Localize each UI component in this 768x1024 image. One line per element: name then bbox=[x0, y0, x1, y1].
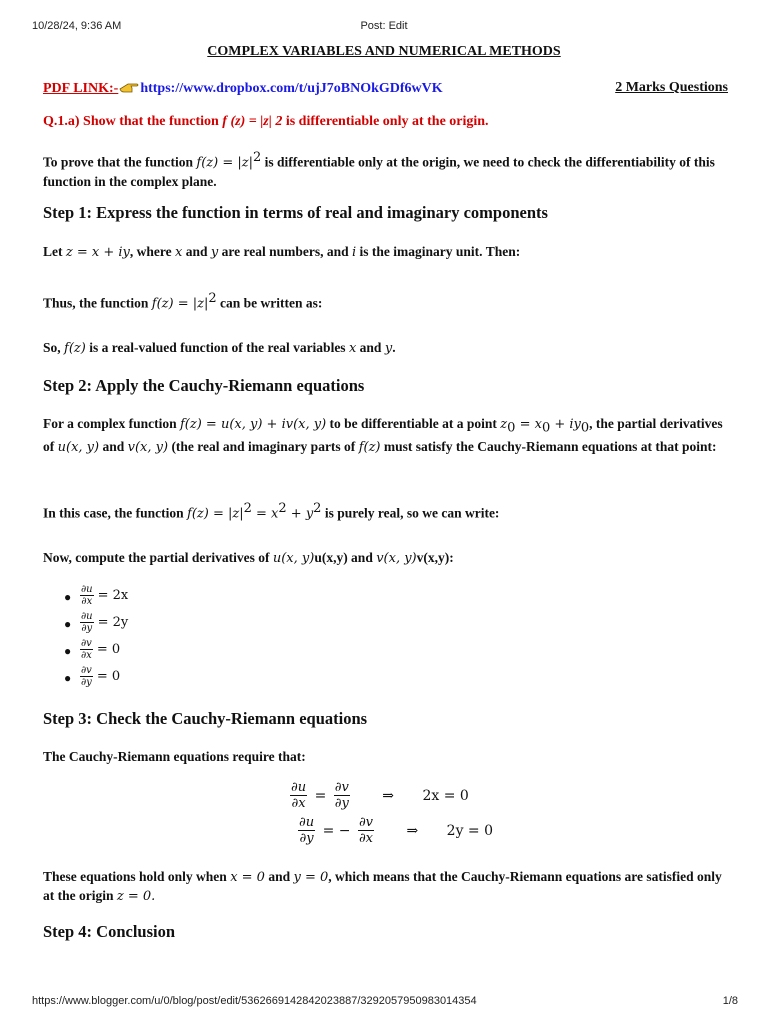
so-paragraph: So, f(z) is a real-valued function of the real variables x and y. bbox=[43, 340, 396, 356]
thus-paragraph: Thus, the function $f(z) = |z|^2$ can be written as: bbox=[43, 291, 323, 312]
dropbox-link[interactable]: https://www.dropbox.com/t/ujJ7oBNOkGDf6wVK bbox=[140, 81, 443, 96]
marks-label: 2 Marks Questions bbox=[615, 80, 728, 95]
question-function: f (z) = |z| 2 bbox=[222, 114, 283, 129]
page-count: 1/8 bbox=[722, 995, 738, 1007]
document-title: COMPLEX VARIABLES AND NUMERICAL METHODS bbox=[207, 44, 561, 59]
print-datetime: 10/28/24, 9:36 AM bbox=[32, 20, 122, 32]
step-2-heading: Step 2: Apply the Cauchy-Riemann equations bbox=[43, 376, 365, 395]
fraction: $\frac{\partial u}{\partial y}$ bbox=[81, 611, 93, 634]
list-item: ● $\frac{\partial u}{\partial y}$ = 2y bbox=[64, 611, 129, 634]
list-item: ● $\frac{\partial v}{\partial x}$ = 0 bbox=[64, 638, 121, 661]
print-url: https://www.blogger.com/u/0/blog/post/edit/5362669142842023887/3292057950983014354 bbox=[32, 995, 477, 1007]
step-1-heading: Step 1: Express the function in terms of real and imaginary components bbox=[43, 203, 548, 222]
list-item: ● $\frac{\partial u}{\partial x}$ = 2x bbox=[64, 584, 129, 607]
fraction: $\frac{\partial v}{\partial y}$ bbox=[81, 665, 92, 688]
fraction: $\frac{\partial v}{\partial x}$ bbox=[81, 638, 92, 661]
case-paragraph: In this case, the function $f(z) = |z|^2 = x^2 + y^2$ is purely real, so we can write: bbox=[43, 501, 500, 522]
hold-paragraph: These equations hold only when x = 0 and y = 0, which means that the Cauchy-Riemann equations are satisfied only at the origin z = 0. bbox=[43, 869, 722, 904]
pointing-hand-icon bbox=[119, 80, 139, 94]
list-item: ● $\frac{\partial v}{\partial y}$ = 0 bbox=[64, 665, 121, 688]
cr-require-paragraph: The Cauchy-Riemann equations require that: bbox=[43, 749, 306, 764]
print-page-title: Post: Edit bbox=[360, 20, 408, 32]
let-z-paragraph: Let z = x + iy, where x and y are real numbers, and i is the imaginary unit. Then: bbox=[43, 244, 521, 260]
question-heading: Q.1.a) Show that the function f (z) = |z| 2 is differentiable only at the origin. bbox=[43, 114, 489, 129]
fraction: $\frac{\partial u}{\partial x}$ bbox=[81, 584, 93, 607]
pdf-link-label: PDF LINK:- bbox=[43, 81, 119, 96]
cr-equation-1: $\frac{\partial u}{\partial x}$ = $\frac{\partial v}{\partial y}$ ⇒ 2x = 0 bbox=[291, 780, 469, 811]
intro-paragraph: To prove that the function $f(z) = |z|^2$ is differentiable only at the origin, we need to check the differentiability of this function in the complex plane. bbox=[43, 150, 715, 189]
cr-equation-2: $\frac{\partial u}{\partial y}$ = − $\frac{\partial v}{\partial x}$ ⇒ 2y = 0 bbox=[299, 815, 494, 846]
now-paragraph: Now, compute the partial derivatives of u(x, y)u(x,y) and v(x, y)v(x,y): bbox=[43, 550, 454, 566]
step-3-heading: Step 3: Check the Cauchy-Riemann equations bbox=[43, 709, 368, 728]
step-4-heading: Step 4: Conclusion bbox=[43, 922, 176, 941]
cr-intro-paragraph: For a complex function f(z) = u(x, y) + iv(x, y) to be differentiable at a point $z_0 = x_0 + iy_0$, the partial derivatives of u(x, y) and v(x, y) (the real and imaginary parts of f(z) must satisfy the Cauchy-Riemann equations at that point: bbox=[43, 416, 723, 455]
pdf-link-row bbox=[43, 80, 728, 97]
partial-derivatives-list bbox=[44, 584, 128, 692]
